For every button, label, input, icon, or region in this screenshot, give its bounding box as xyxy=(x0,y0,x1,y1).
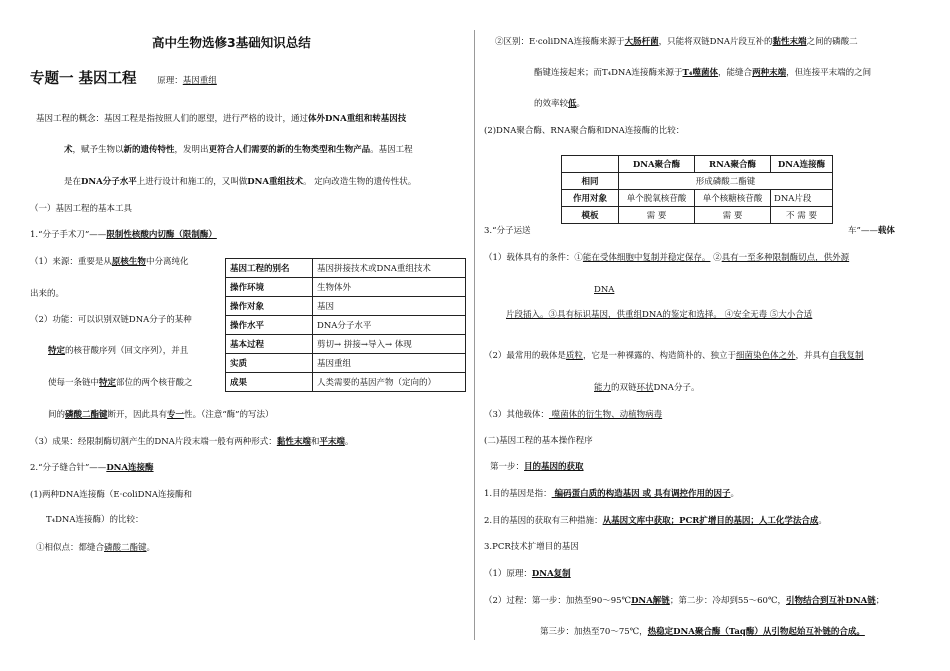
function-text: 间的 xyxy=(48,410,66,420)
source-line-2: 出来的。 xyxy=(30,289,65,299)
concept-line-1 xyxy=(36,113,406,125)
diff-text: ，能缝合 xyxy=(718,68,753,78)
concept-bold: DNA重组技术 xyxy=(247,177,304,187)
enzyme-comparison-table xyxy=(561,155,833,224)
function-term: 专一 xyxy=(167,410,185,420)
pcr-process-line-2 xyxy=(540,626,865,638)
concept-bold: 新的遗传特性 xyxy=(123,145,175,155)
function-text: 使每一条链中 xyxy=(48,378,100,388)
diff-line-2 xyxy=(534,67,871,79)
concept-text: 。 定向改造生物的遗传性状。 xyxy=(303,177,417,187)
result-text: 。 xyxy=(344,437,354,447)
ligase-line-1: (1)两种DNA连接酶（E·coliDNA连接酶和 xyxy=(30,490,193,500)
pcr-principle xyxy=(484,568,571,580)
table-cell-label: 基因工程的别名 xyxy=(226,259,313,278)
needle-heading xyxy=(30,462,154,474)
condition-term: 具有一至多种限制酶切点，供外源 xyxy=(721,253,850,263)
common-carrier-line-2 xyxy=(594,382,699,394)
step1-text: 第一步： xyxy=(490,462,525,472)
target-text: 1.目的基因是指： xyxy=(484,489,552,499)
target-gene-line xyxy=(484,488,739,500)
concept-bold: DNA分子水平 xyxy=(81,177,137,187)
common-text: ，它是一种裸露的、构造简朴的、独立于 xyxy=(582,351,736,361)
needle-heading-term: DNA连接酶 xyxy=(106,463,154,473)
diff-text: 之间的磷酸二 xyxy=(806,37,858,47)
function-line-4 xyxy=(48,409,274,421)
function-term: 磷酸二酯键 xyxy=(65,410,108,420)
table-row xyxy=(226,278,466,297)
table-header-cell: DNA连接酶 xyxy=(771,156,833,173)
function-line-3 xyxy=(48,377,193,389)
table-header-cell: DNA聚合酶 xyxy=(619,156,695,173)
similar-term: 磷酸二酯键 xyxy=(104,543,147,553)
table-cell-value: DNA片段 xyxy=(771,190,833,207)
pcr-term: 热稳定DNA聚合酶（Taq酶）从引物起始互补链的合成。 xyxy=(647,627,865,637)
table-cell-label: 相同 xyxy=(562,173,619,190)
result-term: 平末端 xyxy=(319,437,345,447)
other-text: （3）其他载体： xyxy=(484,410,549,420)
table-cell-value: 生物体外 xyxy=(313,278,466,297)
pcr-term: 引物结合到互补DNA链 xyxy=(785,596,876,606)
gene-engineering-table xyxy=(225,258,466,392)
table-row xyxy=(226,297,466,316)
step1-term: 目的基因的获取 xyxy=(524,462,584,472)
carrier-text: 车”—— xyxy=(848,226,878,236)
pcr-heading: 3.PCR技术扩增目的基因 xyxy=(484,542,579,552)
diff-text: ，但连接平末端的之间 xyxy=(786,68,872,78)
diff-term: 黏性末端 xyxy=(772,37,807,47)
table-cell-value: 需 要 xyxy=(695,207,771,224)
table-cell-value: 人类需要的基因产物（定向的） xyxy=(313,373,466,392)
function-term: 特定 xyxy=(99,378,117,388)
table-row xyxy=(562,207,833,224)
table-row xyxy=(562,190,833,207)
similar-text: 。 xyxy=(146,543,156,553)
diff-term: 大肠杆菌 xyxy=(624,37,659,47)
similar-line xyxy=(36,542,155,554)
concept-bold: 术 xyxy=(64,145,73,155)
function-text: 部位的两个核苷酸之 xyxy=(116,378,193,388)
condition-line-1 xyxy=(484,252,849,264)
step1-heading xyxy=(490,461,584,473)
concept-line-3 xyxy=(64,176,416,188)
table-cell-value: 形成磷酸二酯键 xyxy=(619,173,833,190)
table-cell-label: 操作环境 xyxy=(226,278,313,297)
function-term: 特定 xyxy=(48,346,66,356)
pcr-term: DNA复制 xyxy=(531,569,571,579)
carrier-term: 载体 xyxy=(877,226,895,236)
principle-value: 基因重组 xyxy=(182,76,217,86)
table-header-cell: RNA聚合酶 xyxy=(695,156,771,173)
table-row xyxy=(226,259,466,278)
table-row xyxy=(226,373,466,392)
common-term: 质粒 xyxy=(565,351,583,361)
section-basic-tools: （一）基因工程的基本工具 xyxy=(30,204,133,214)
topic-heading-line xyxy=(30,71,217,89)
common-term: 能力 xyxy=(594,383,612,393)
condition-term: 能在受体细胞中复制并稳定保存。 xyxy=(582,253,711,263)
concept-line-2 xyxy=(64,144,413,156)
table-row xyxy=(562,156,833,173)
diff-text: 酯键连接起来；而T₄DNA连接酶来源于 xyxy=(534,68,683,78)
function-text: 性。（注意“酶”的写法） xyxy=(184,410,274,420)
condition-line-3: 片段插入。③具有标识基因，供重组DNA的鉴定和选择。 ④安全无毒 ⑤大小合适 xyxy=(506,310,813,320)
topic-heading: 专题一 基因工程 xyxy=(30,71,137,87)
table-cell-label: 实质 xyxy=(226,354,313,373)
table-cell-label: 操作水平 xyxy=(226,316,313,335)
table-cell-value: DNA分子水平 xyxy=(313,316,466,335)
table-row xyxy=(226,354,466,373)
result-line xyxy=(30,436,353,448)
section-basic-procedure: (二)基因工程的基本操作程序 xyxy=(484,436,593,446)
condition-text: ② xyxy=(710,253,722,263)
principle-label: 原理： xyxy=(157,76,183,86)
common-carrier-line-1 xyxy=(484,350,864,362)
result-text: 和 xyxy=(310,437,320,447)
table-cell-label: 模板 xyxy=(562,207,619,224)
table-cell-value: 基因 xyxy=(313,297,466,316)
pcr-text: （1）原理： xyxy=(484,569,532,579)
function-line-1: （2）功能：可以识别双链DNA分子的某种 xyxy=(30,315,192,325)
common-term: 自我复制 xyxy=(829,351,864,361)
carrier-heading-end xyxy=(848,225,895,237)
method-text: 。 xyxy=(818,516,827,526)
other-term: 噬菌体的衍生物、动植物病毒 xyxy=(548,410,663,420)
concept-bold: 更符合人们需要的新的生物类型和生物产品 xyxy=(208,145,371,155)
function-text: 的核苷酸序列（回文序列），并且 xyxy=(65,346,189,356)
concept-text: 是在 xyxy=(64,177,82,187)
pcr-text: （2）过程：第一步：加热至90～95℃ xyxy=(484,596,632,606)
condition-text: （1）载体具有的条件：① xyxy=(484,253,583,263)
diff-line-1 xyxy=(495,36,858,48)
concept-text: ，赋予生物以 xyxy=(72,145,124,155)
carrier-heading-start: 3.“分子运送 xyxy=(484,226,531,236)
poly-compare-heading: (2)DNA聚合酶、RNA聚合酶和DNA连接酶的比较： xyxy=(484,126,685,136)
table-cell-label: 操作对象 xyxy=(226,297,313,316)
table-cell-value: 单个核糖核苷酸 xyxy=(695,190,771,207)
diff-term: 两种末端 xyxy=(752,68,787,78)
pcr-text: ； xyxy=(875,596,885,606)
source-text: （1）来源：重要是从 xyxy=(30,257,112,267)
table-cell-label: 成果 xyxy=(226,373,313,392)
table-row xyxy=(562,173,833,190)
common-text: （2）最常用的载体是 xyxy=(484,351,566,361)
table-row xyxy=(226,316,466,335)
pcr-term: DNA解链 xyxy=(631,596,670,606)
pcr-text: 第三步：加热至70～75℃， xyxy=(540,627,648,637)
target-text: 。 xyxy=(730,489,740,499)
table-row xyxy=(226,335,466,354)
table-cell-label: 基本过程 xyxy=(226,335,313,354)
result-text: （3）成果：经限制酶切割产生的DNA片段末端一般有两种形式： xyxy=(30,437,277,447)
table-cell-value: 不 需 要 xyxy=(771,207,833,224)
method-line xyxy=(484,515,827,527)
source-text: 中分离纯化 xyxy=(145,257,189,267)
diff-term: 低 xyxy=(568,99,577,109)
concept-text: 基因工程的概念：基因工程是指按照人们的愿望，进行严格的设计，通过 xyxy=(36,114,309,124)
column-divider xyxy=(474,30,475,640)
pcr-text: ；第二步：冷却到55～60℃， xyxy=(669,596,786,606)
page-title: 高中生物选修3基础知识总结 xyxy=(152,35,311,50)
concept-text: 。基因工程 xyxy=(370,145,413,155)
table-cell-value: 单个脱氧核苷酸 xyxy=(619,190,695,207)
concept-text: 上进行设计和施工的，又叫做 xyxy=(136,177,248,187)
method-term: 从基因文库中获取；PCR扩增目的基因；人工化学法合成 xyxy=(602,516,819,526)
other-carrier-line xyxy=(484,409,662,421)
similar-text: ①相似点：都缝合 xyxy=(36,543,105,553)
common-text: ，并具有 xyxy=(795,351,830,361)
target-term: 编码蛋白质的构造基因 或 具有调控作用的因子 xyxy=(551,489,731,499)
source-term: 原核生物 xyxy=(111,257,146,267)
common-term: 细菌染色体之外 xyxy=(735,351,796,361)
condition-line-2: DNA xyxy=(594,285,615,295)
table-header-cell xyxy=(562,156,619,173)
diff-line-3 xyxy=(534,98,585,110)
method-text: 2.目的基因的获取有三种措施： xyxy=(484,516,603,526)
function-line-2 xyxy=(48,345,188,357)
diff-term: T₄噬菌体 xyxy=(682,68,719,78)
concept-bold: 体外DNA重组和转基因技 xyxy=(308,114,407,124)
function-text: 断开，因此具有 xyxy=(107,410,168,420)
diff-text: ，只能将双链DNA片段互补的 xyxy=(658,37,773,47)
source-line xyxy=(30,256,188,268)
diff-text: 。 xyxy=(576,99,586,109)
diff-text: ②区别：E·coliDNA连接酶来源于 xyxy=(495,37,625,47)
needle-heading-text: 2.“分子缝合针”—— xyxy=(30,463,107,473)
common-text: 的双链 xyxy=(611,383,637,393)
scissors-heading-text: 1.“分子手术刀”—— xyxy=(30,230,107,240)
scissors-heading-term: 限制性核酸内切酶（限制酶） xyxy=(106,230,217,240)
table-cell-label: 作用对象 xyxy=(562,190,619,207)
table-cell-value: 基因拼接技术或DNA重组技术 xyxy=(313,259,466,278)
ligase-line-2: T₄DNA连接酶）的比较： xyxy=(46,515,144,525)
result-term: 黏性末端 xyxy=(276,437,311,447)
table-cell-value: 需 要 xyxy=(619,207,695,224)
diff-text: 的效率较 xyxy=(534,99,569,109)
concept-text: ，发明出 xyxy=(174,145,209,155)
table-cell-value: 基因重组 xyxy=(313,354,466,373)
scissors-heading xyxy=(30,229,217,241)
common-text: DNA分子。 xyxy=(653,383,700,393)
table-cell-value: 剪切→ 拼接→导入→ 体现 xyxy=(313,335,466,354)
pcr-process-line-1 xyxy=(484,595,884,607)
common-term: 环状 xyxy=(636,383,654,393)
